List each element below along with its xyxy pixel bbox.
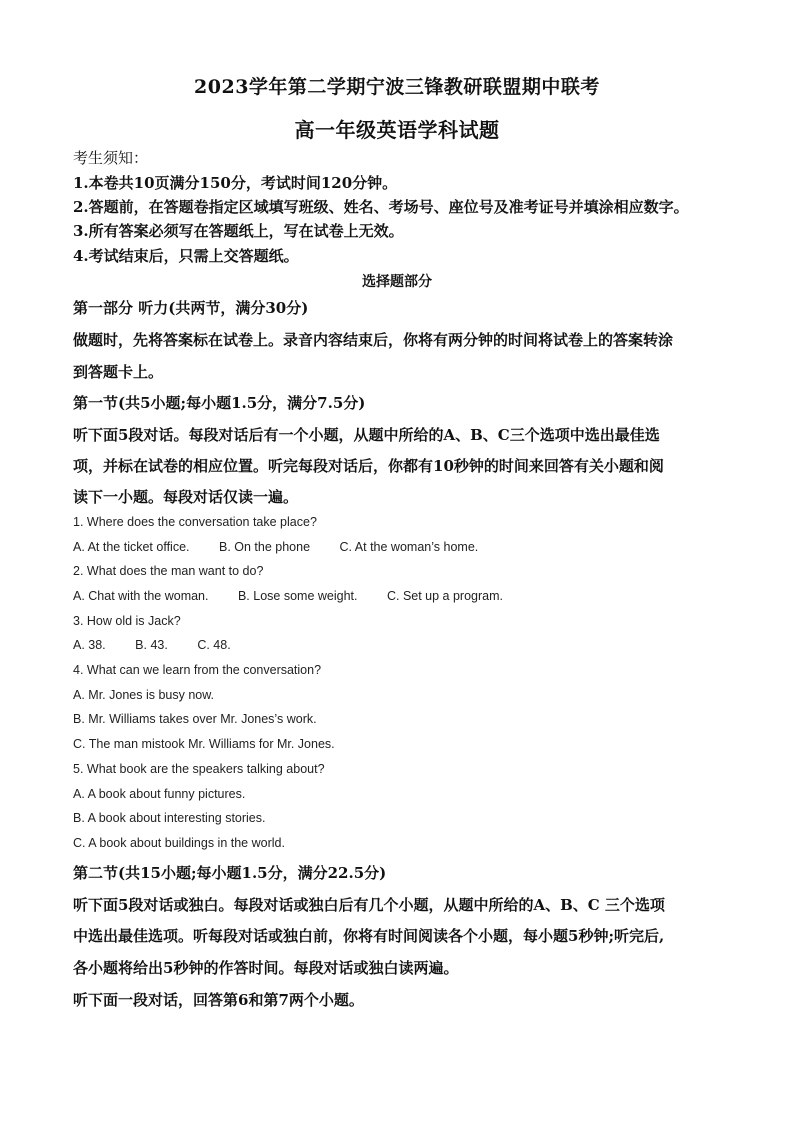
notice-item-1: 1.本卷共10页满分150分，考试时间120分钟。 bbox=[73, 174, 398, 192]
option-a: A. At the ticket office. bbox=[73, 540, 190, 554]
question-stem: 2. What does the man want to do? bbox=[73, 564, 264, 578]
part1-instructions-line1: 做题时，先将答案标在试卷上。录音内容结束后，你将有两分钟的时间将试卷上的答案转涂 bbox=[73, 331, 674, 349]
option-a: A. Chat with the woman. bbox=[73, 589, 209, 603]
exam-subtitle: 高一年级英语学科试题 bbox=[294, 118, 500, 142]
exam-title: 2023学年第二学期宁波三锋教研联盟期中联考 bbox=[194, 76, 600, 98]
part1-heading: 第一部分 听力(共两节，满分30分) bbox=[73, 299, 309, 317]
question-stem: 4. What can we learn from the conversation? bbox=[73, 663, 322, 677]
question-options bbox=[73, 540, 478, 554]
option-b: B. On the phone bbox=[218, 540, 311, 554]
section2-heading: 第二节(共15小题;每小题1.5分，满分22.5分) bbox=[73, 864, 387, 882]
notice-item-4: 4.考试结束后，只需上交答题纸。 bbox=[73, 247, 299, 265]
next-dialogue-instruction: 听下面一段对话，回答第6和第7两个小题。 bbox=[73, 991, 364, 1009]
question-stem: 5. What book are the speakers talking about? bbox=[73, 762, 325, 776]
section2-instructions-line3: 各小题将给出5秒钟的作答时间。每段对话或独白读两遍。 bbox=[73, 959, 459, 977]
section2-instructions-line2: 中选出最佳选项。听每段对话或独白前，你将有时间阅读各个小题，每小题5秒钟;听完后, bbox=[73, 927, 665, 945]
option-c: C. The man mistook Mr. Williams for Mr. Jones. bbox=[73, 737, 335, 751]
option-c: C. 48. bbox=[197, 638, 231, 652]
section1-instructions-line3: 读下一小题。每段对话仅读一遍。 bbox=[73, 488, 299, 506]
section1-instructions-line2: 项，并标在试卷的相应位置。听完每段对话后，你都有10秒钟的时间来回答有关小题和阅 bbox=[73, 457, 664, 475]
section1-instructions-line1: 听下面5段对话。每段对话后有一个小题，从题中所给的A、B、C三个选项中选出最佳选 bbox=[73, 426, 660, 444]
option-a: A. Mr. Jones is busy now. bbox=[73, 688, 215, 702]
notice-heading: 考生须知： bbox=[73, 149, 149, 167]
question-options bbox=[73, 638, 231, 652]
question-options bbox=[73, 589, 503, 603]
section2-instructions-line1: 听下面5段对话或独白。每段对话或独白后有几个小题，从题中所给的A、B、C 三个选项 bbox=[73, 896, 665, 914]
part1-instructions-line2: 到答题卡上。 bbox=[73, 363, 164, 381]
section-title: 选择题部分 bbox=[362, 274, 432, 290]
option-b: B. Mr. Williams takes over Mr. Jones’s work. bbox=[73, 712, 317, 726]
notice-item-2: 2.答题前，在答题卷指定区域填写班级、姓名、考场号、座位号及准考证号并填涂相应数字。 bbox=[73, 198, 689, 216]
option-a: A. 38. bbox=[73, 638, 106, 652]
question-stem: 1. Where does the conversation take place? bbox=[73, 515, 317, 529]
option-b: B. Lose some weight. bbox=[237, 589, 358, 603]
notice-item-3: 3.所有答案必须写在答题纸上，写在试卷上无效。 bbox=[73, 222, 404, 240]
option-c: C. A book about buildings in the world. bbox=[73, 836, 285, 850]
section1-heading: 第一节(共5小题;每小题1.5分，满分7.5分) bbox=[73, 394, 366, 412]
option-c: C. Set up a program. bbox=[386, 589, 503, 603]
option-a: A. A book about funny pictures. bbox=[73, 787, 246, 801]
option-b: B. 43. bbox=[135, 638, 168, 652]
option-b: B. A book about interesting stories. bbox=[73, 811, 266, 825]
question-stem: 3. How old is Jack? bbox=[73, 614, 181, 628]
option-c: C. At the woman’s home. bbox=[339, 540, 479, 554]
